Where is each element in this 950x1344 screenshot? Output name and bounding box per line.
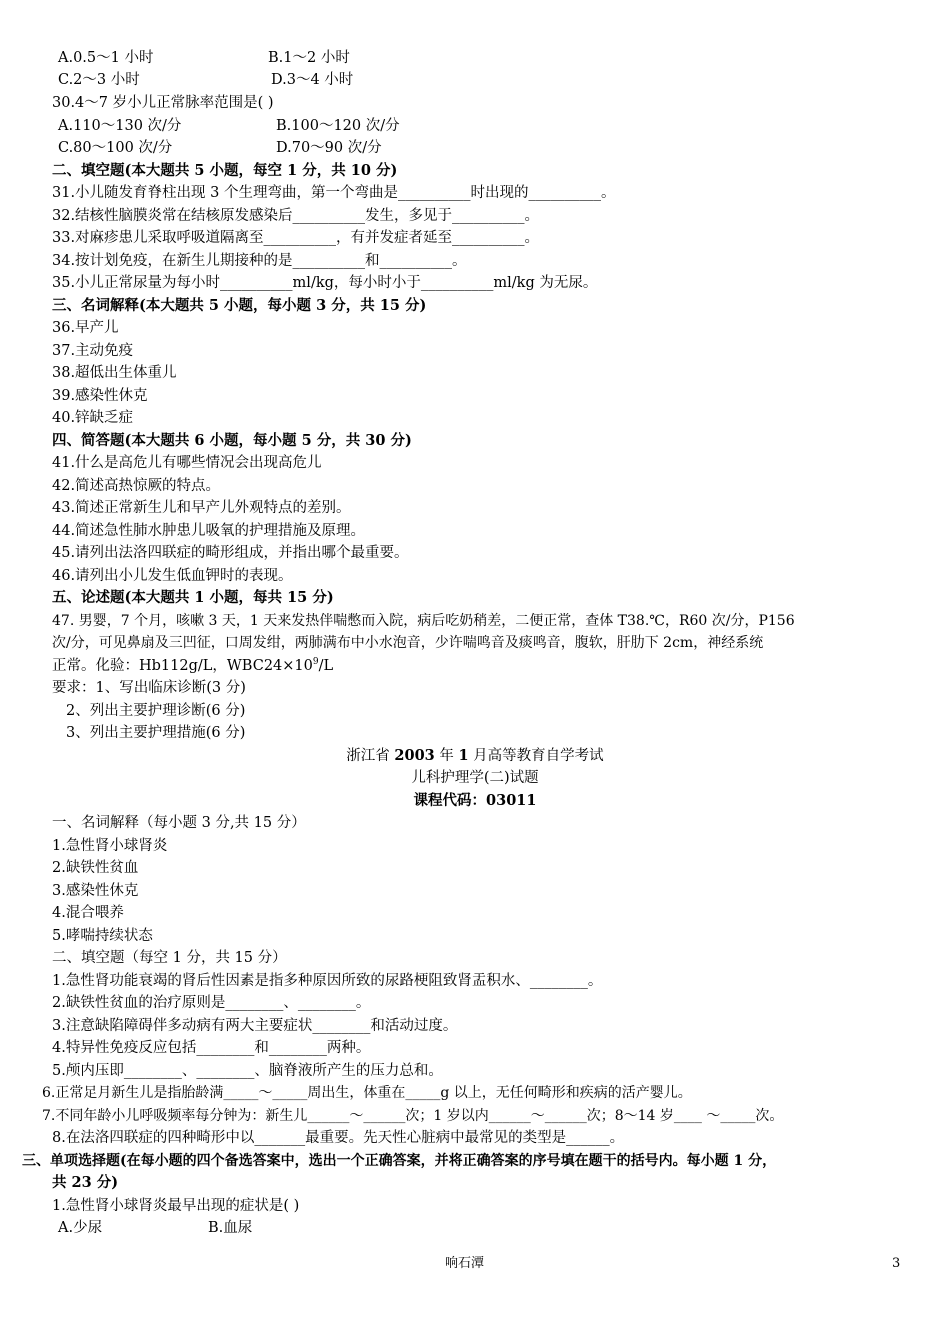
section-heading: 三、单项选择题(在每小题的四个备选答案中，选出一个正确答案，并将正确答案的序号填在题干的括号内。每小题 1 分， [22, 1153, 777, 1169]
question-item: 4.混合喂养 [52, 905, 124, 921]
question-item: 3.感染性休克 [52, 883, 139, 899]
question-item: 5.哮喘持续状态 [52, 928, 153, 944]
question-item: 3.注意缺陷障碍伴多动病有两大主要症状________和活动过度。 [52, 1018, 458, 1034]
question-item: 34.按计划免疫，在新生儿期接种的是__________和__________。 [52, 253, 467, 269]
question-item: 32.结核性脑膜炎常在结核原发感染后__________发生，多见于__________。 [52, 208, 540, 224]
option-a: A.110～130 次/分 [58, 118, 182, 134]
section-heading: 五、论述题(本大题共 1 小题，每共 15 分) [52, 589, 334, 606]
question-item: 36.早产儿 [52, 320, 119, 336]
question-item: 4.特异性免疫反应包括________和________两种。 [52, 1040, 371, 1056]
question-item: 44.简述急性肺水肿患儿吸氧的护理措施及原理。 [52, 523, 366, 539]
exam-subtitle: 儿科护理学(二)试题 [411, 770, 539, 786]
option-c: C.2～3 小时 [58, 72, 140, 88]
question-item: 8.在法洛四联症的四种畸形中以_______最重要。先天性心脏病中最常见的类型是______。 [52, 1130, 625, 1146]
question-30: 30.4～7 岁小儿正常脉率范围是( ) [52, 95, 274, 111]
question-item: 37.主动免疫 [52, 343, 134, 359]
course-code: 课程代码：03011 [413, 792, 537, 809]
option-b: B.1～2 小时 [268, 50, 350, 66]
question-item: 2.缺铁性贫血的治疗原则是________、________。 [52, 995, 371, 1011]
requirement: 要求：1、写出临床诊断(3 分) [52, 680, 246, 696]
footer-text: 响石潭 [445, 1256, 485, 1271]
question-item: 35.小儿正常尿量为每小时__________ml/kg，每小时小于__________ml/kg 为无尿。 [52, 275, 598, 291]
question-item: 45.请列出法洛四联症的畸形组成，并指出哪个最重要。 [52, 545, 409, 561]
section-heading-cont: 共 23 分) [52, 1174, 119, 1191]
option-b: B.100～120 次/分 [276, 118, 400, 134]
question-item: 5.颅内压即________、________、脑脊液所产生的压力总和。 [52, 1063, 443, 1079]
question-item: 1.急性肾功能衰竭的肾后性因素是指多种原因所致的尿路梗阻致肾盂积水、________。 [52, 973, 603, 989]
question-item: 31.小儿随发育脊柱出现 3 个生理弯曲，第一个弯曲是__________时出现的__________。 [52, 185, 616, 201]
exam-title: 浙江省 2003 年 1 月高等教育自学考试 [346, 747, 604, 764]
question-item: 7.不同年龄小儿呼吸频率每分钟为：新生儿______～______次；1 岁以内______～______次；8～14 岁____ ～_____次。 [42, 1108, 784, 1124]
question-item: 46.请列出小儿发生低血钾时的表现。 [52, 568, 293, 584]
option-c: C.80～100 次/分 [58, 140, 173, 156]
requirement: 3、列出主要护理措施(6 分) [66, 725, 246, 741]
case-text-line: 47. 男婴，7 个月，咳嗽 3 天，1 天来发热伴喘憋而入院，病后吃奶稍差，二便正常，查体 T38.℃，R60 次/分，P156 [52, 613, 795, 629]
question-item: 40.锌缺乏症 [52, 410, 134, 426]
question-item: 39.感染性休克 [52, 388, 148, 404]
section-heading: 一、名词解释（每小题 3 分,共 15 分） [52, 815, 306, 831]
question-item: 2.缺铁性贫血 [52, 860, 139, 876]
section-heading: 三、名词解释(本大题共 5 小题，每小题 3 分，共 15 分) [52, 297, 427, 314]
question-item: 1.急性肾小球肾炎最早出现的症状是( ) [52, 1198, 300, 1214]
question-item: 33.对麻疹患儿采取呼吸道隔离至__________，有并发症者延至__________。 [52, 230, 540, 246]
question-item: 42.简述高热惊厥的特点。 [52, 478, 221, 494]
question-item: 6.正常足月新生儿是指胎龄满_____～_____周出生，体重在_____g 以上，无任何畸形和疾病的活产婴儿。 [42, 1085, 692, 1101]
section-heading: 二、填空题(本大题共 5 小题，每空 1 分，共 10 分) [52, 162, 398, 179]
case-text-line: 正常。化验：Hb112g/L，$WBC24\times 10^9/L$ [52, 657, 334, 674]
option-a: A.少尿 [58, 1220, 103, 1236]
requirement: 2、列出主要护理诊断(6 分) [66, 703, 246, 719]
option-b: B.血尿 [208, 1220, 253, 1236]
option-a: A.0.5～1 小时 [58, 50, 154, 66]
section-heading: 四、简答题(本大题共 6 小题，每小题 5 分，共 30 分) [52, 432, 412, 449]
question-item: 41.什么是高危儿有哪些情况会出现高危儿 [52, 455, 322, 471]
question-item: 1.急性肾小球肾炎 [52, 838, 168, 854]
option-d: D.3～4 小时 [271, 72, 354, 88]
question-item: 38.超低出生体重儿 [52, 365, 177, 381]
option-d: D.70～90 次/分 [276, 140, 382, 156]
case-text-line: 次/分，可见鼻扇及三凹征，口周发绀，两肺满布中小水泡音，少许喘鸣音及痰鸣音，腹软，肝肋下 2cm，神经系统 [52, 635, 764, 651]
question-item: 43.简述正常新生儿和早产儿外观特点的差别。 [52, 500, 351, 516]
page-number: 3 [892, 1256, 901, 1271]
section-heading: 二、填空题（每空 1 分，共 15 分） [52, 950, 287, 966]
